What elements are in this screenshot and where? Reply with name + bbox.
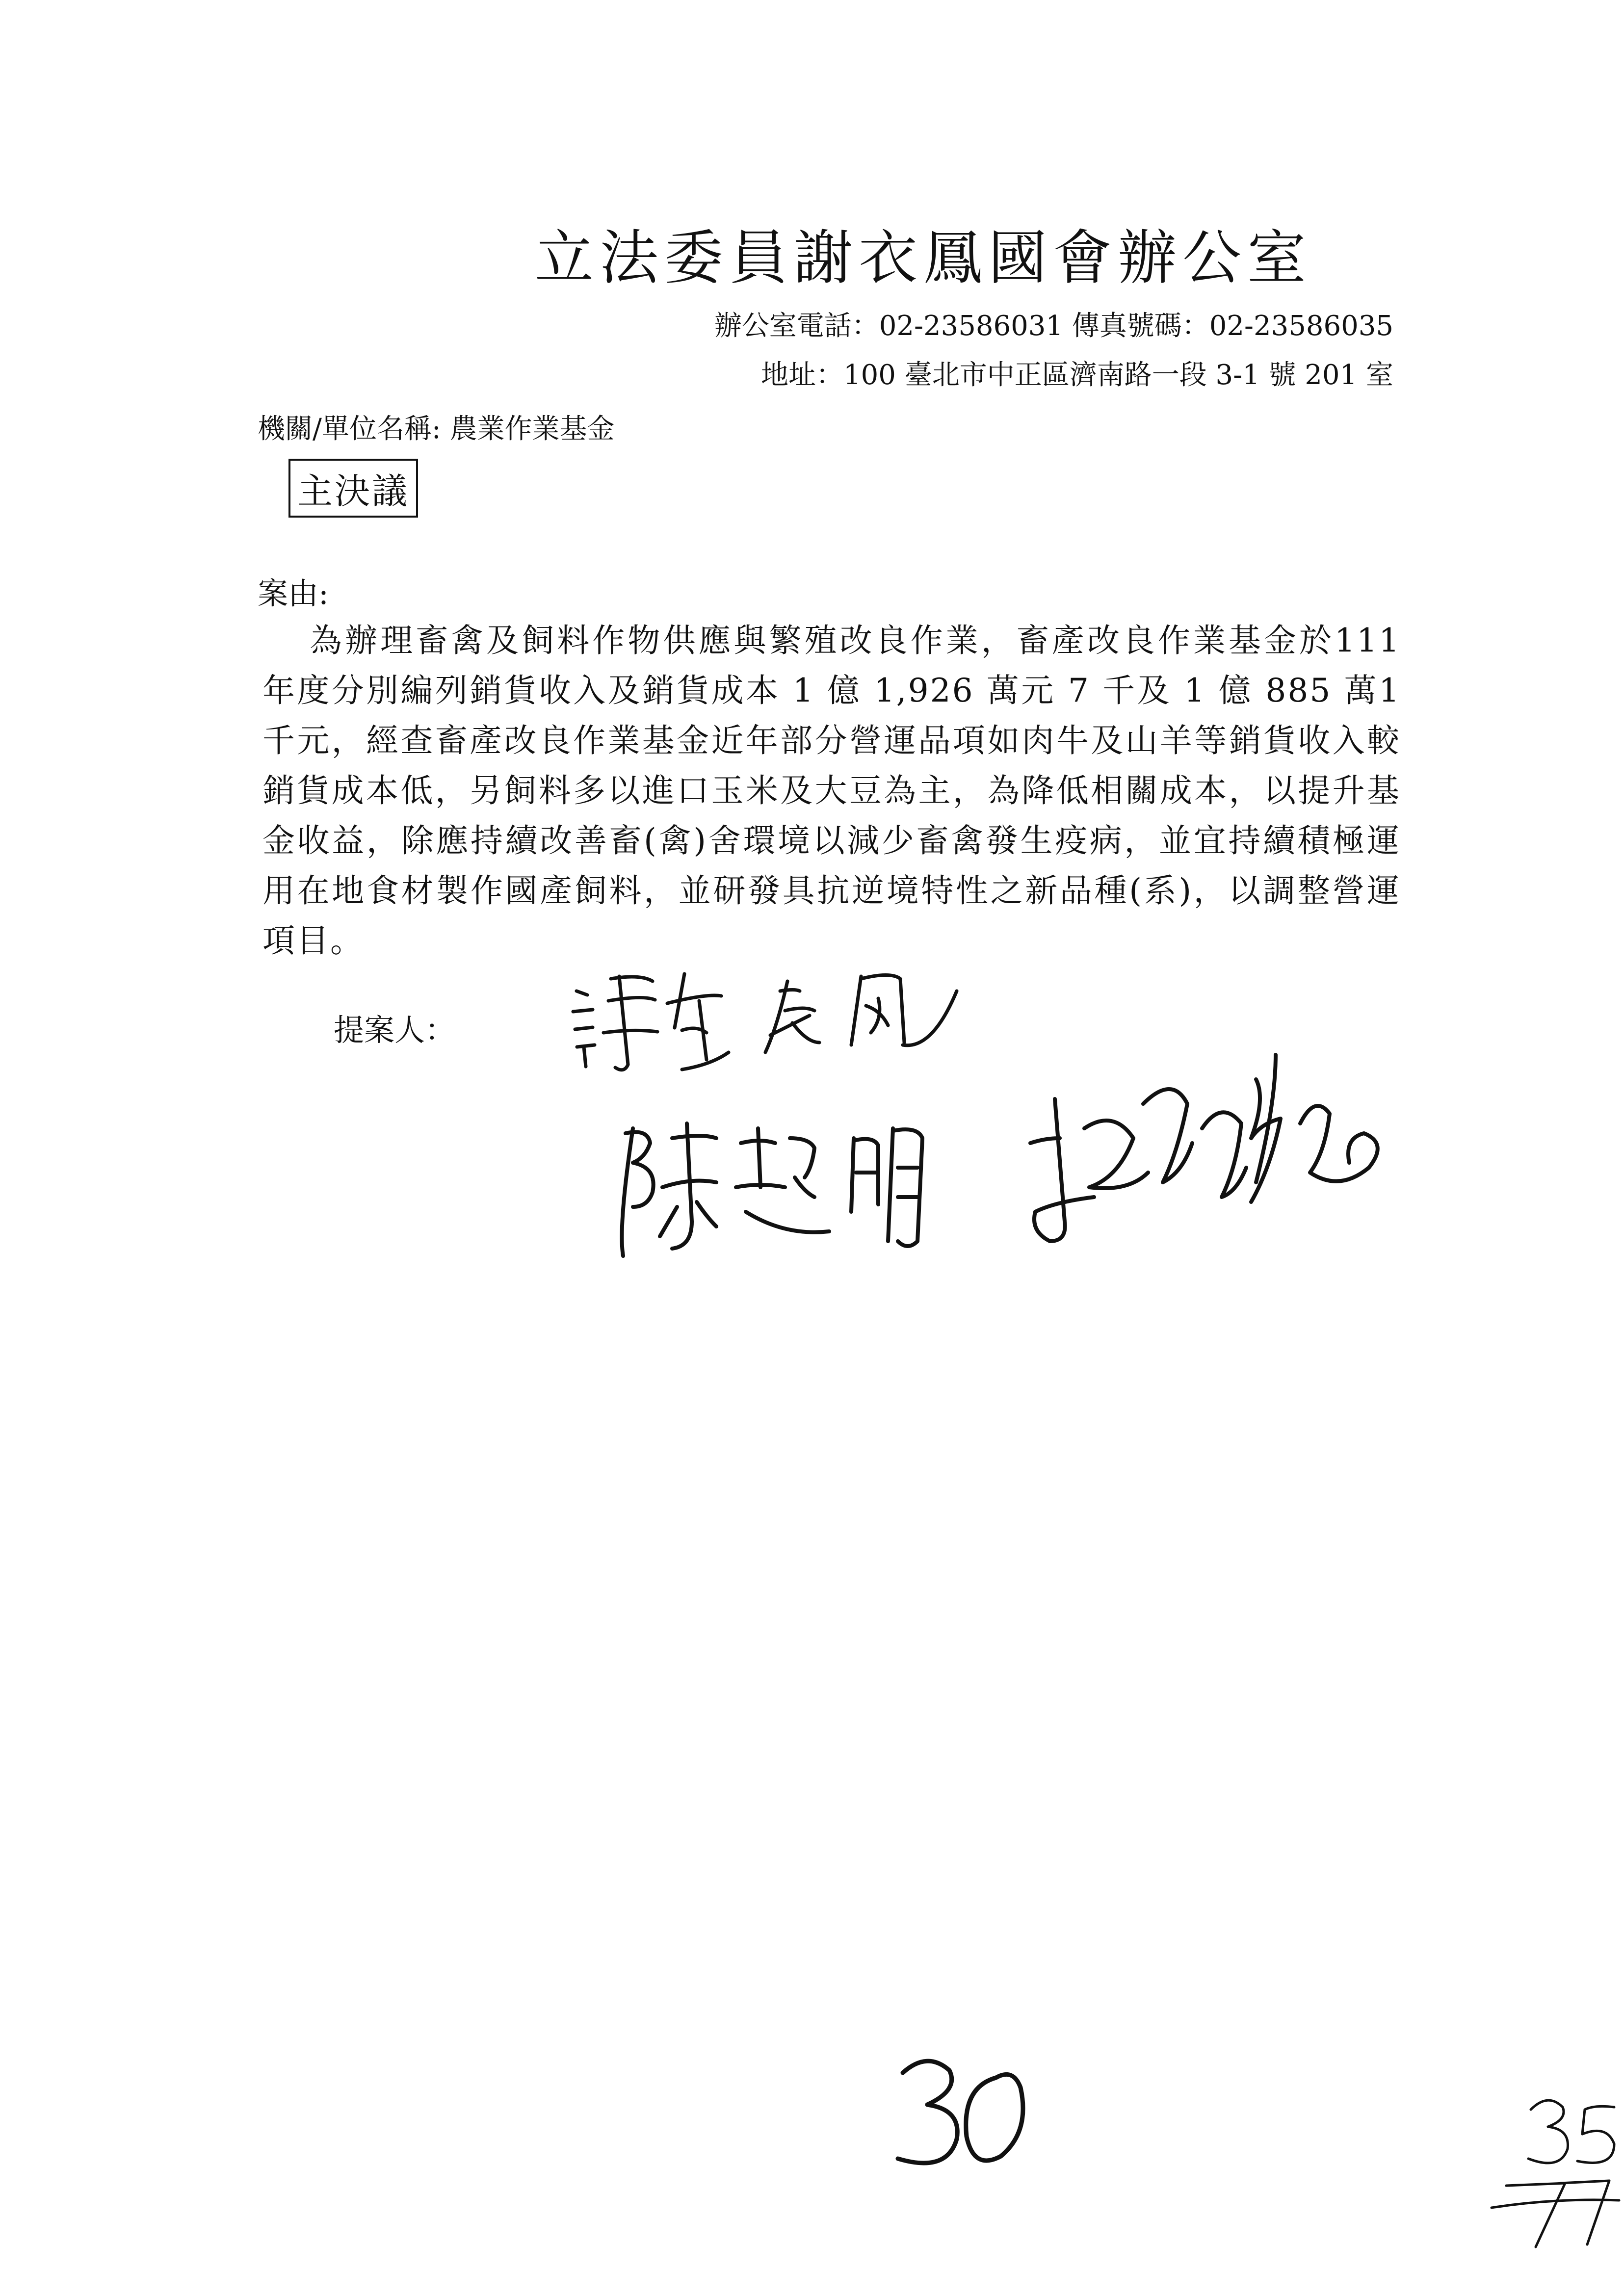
office-title: 立法委員謝衣鳳國會辦公室 bbox=[535, 224, 1312, 292]
agency-unit-line: 機關/單位名稱: 農業作業基金 bbox=[258, 413, 615, 445]
case-label: 案由: bbox=[258, 575, 329, 611]
signature-wang bbox=[1030, 1055, 1378, 1241]
resolution-type-badge: 主決議 bbox=[288, 459, 418, 518]
margin-marks bbox=[1492, 2100, 1619, 2247]
proposer-label: 提案人： bbox=[334, 1012, 456, 1048]
handwritten-page-number-30 bbox=[898, 2061, 1023, 2163]
phone-fax-line: 辦公室電話：02-23586031 傳真號碼：02-23586035 bbox=[714, 310, 1393, 342]
address-line: 地址：100 臺北市中正區濟南路一段 3-1 號 201 室 bbox=[761, 359, 1393, 391]
case-body-text: 為辦理畜禽及飼料作物供應與繁殖改良作業，畜產改良作業基金於111 年度分別編列銷貨收入及銷貨成本 1 億 1,926 萬元 7 千及 1 億 885 萬1 千元，經查畜產改良作業基金近年部分營運品項如肉牛及山羊等銷貨收入較銷貨成本低，另飼料多以進口玉米及大豆為主，為降低相關成本，以提升基金收益，除應持續改善畜(禽)舍環境以減少畜禽發生疫病，並宜持續積極運用在地食材製作國產飼料，並研發具抗逆境特性之新品種(系)，以調整營運項目。 bbox=[262, 622, 1401, 960]
signature-chen-chaoming bbox=[622, 1123, 923, 1256]
signature-xie-yifeng bbox=[573, 974, 957, 1070]
